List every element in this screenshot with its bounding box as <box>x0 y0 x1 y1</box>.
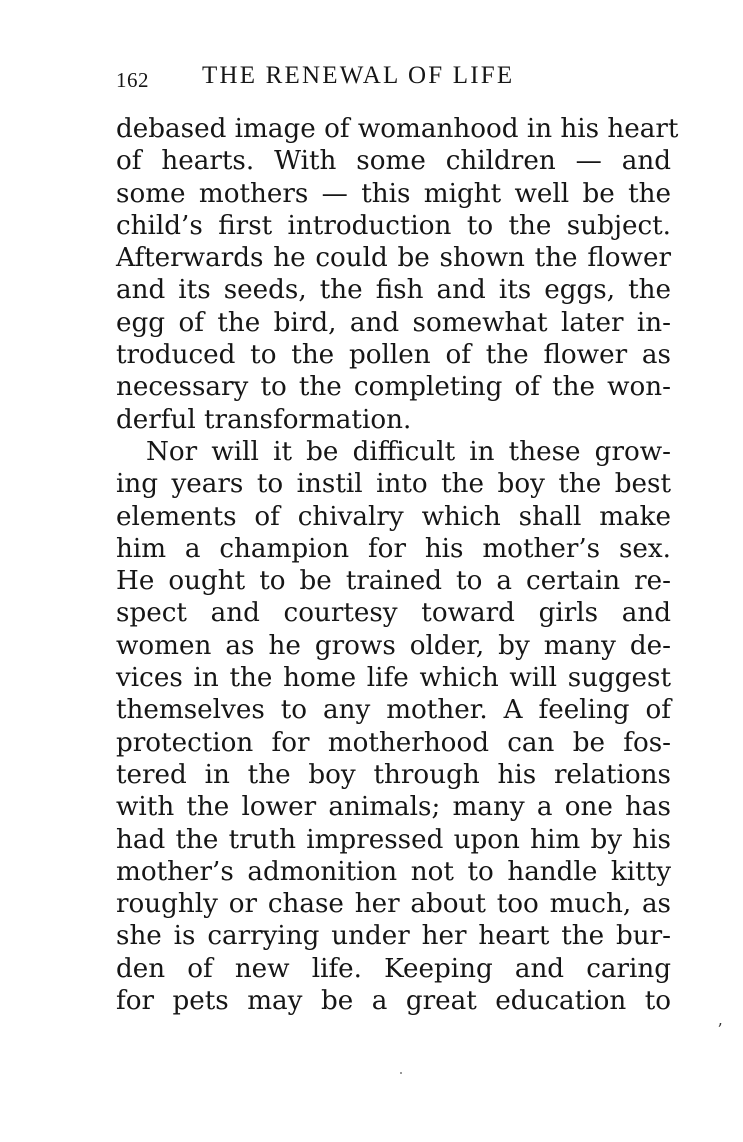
paragraph-end-line: derful transformation. <box>116 404 412 435</box>
text-line: with the lower animals; many a one has <box>116 792 671 823</box>
text-line: for pets may be a great education to <box>116 986 671 1017</box>
text-line: egg of the bird, and somewhat later in- <box>116 307 671 338</box>
paragraph-first-line: Nor will it be difficult in these grow- <box>146 436 671 467</box>
page-header <box>116 62 676 96</box>
text-line: elements of chivalry which shall make <box>116 501 671 532</box>
stray-ink-dot <box>400 1072 402 1074</box>
text-line: He ought to be trained to a certain re- <box>116 566 671 597</box>
text-line: roughly or chase her about too much, as <box>116 889 671 920</box>
text-line: spect and courtesy toward girls and <box>116 598 671 629</box>
text-line: Afterwards he could be shown the flower <box>116 243 671 274</box>
text-line: child’s first introduction to the subject. <box>116 210 671 241</box>
body-text <box>116 113 679 1017</box>
text-line: and its seeds, the fish and its eggs, the <box>116 275 671 306</box>
text-line: themselves to any mother. A feeling of <box>116 695 671 726</box>
stray-ink-mark: ʼ <box>717 1020 723 1039</box>
text-line: she is carrying under her heart the bur- <box>116 921 671 952</box>
text-line: women as he grows older, by many de- <box>116 630 671 661</box>
text-line: debased image of womanhood in his heart <box>116 114 679 144</box>
text-line: mother’s admonition not to handle kitty <box>116 856 671 887</box>
text-line: protection for motherhood can be fos- <box>116 727 671 758</box>
text-line: vices in the home life which will suggest <box>116 663 671 694</box>
text-line: some mothers — this might well be the <box>116 178 671 209</box>
text-line: necessary to the completing of the won- <box>116 372 671 403</box>
text-line: of hearts. With some children — and <box>116 146 671 177</box>
text-line: had the truth impressed upon him by his <box>116 824 671 855</box>
text-line: ing years to instil into the boy the best <box>116 469 671 500</box>
running-head: THE RENEWAL OF LIFE <box>202 62 515 89</box>
text-line: him a champion for his mother’s sex. <box>116 533 671 564</box>
page-number: 162 <box>116 68 149 92</box>
text-line: den of new life. Keeping and caring <box>116 953 671 984</box>
text-line: tered in the boy through his relations <box>116 759 671 790</box>
text-line: troduced to the pollen of the flower as <box>116 340 671 371</box>
